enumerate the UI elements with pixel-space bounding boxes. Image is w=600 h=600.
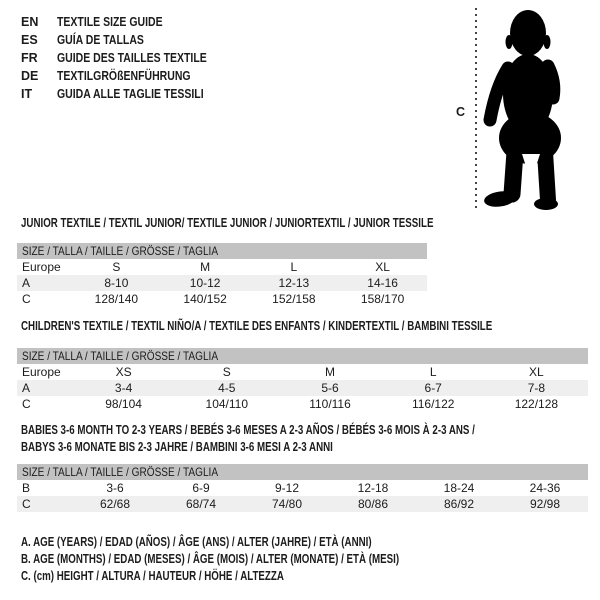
language-label-text: GUÍA DE TALLAS xyxy=(57,33,144,47)
language-label-text: TEXTILGRÖßENFÜHRUNG xyxy=(57,69,191,83)
table-cell: 6-7 xyxy=(424,381,442,395)
junior-size-table xyxy=(17,243,427,307)
table-cell: 12-18 xyxy=(357,481,389,495)
table-cell: 18-24 xyxy=(443,481,475,495)
table-cell: 92/98 xyxy=(529,497,561,511)
table-row xyxy=(17,275,427,291)
table-cell: 14-16 xyxy=(367,276,398,290)
table-cell: 122/128 xyxy=(514,397,559,411)
language-label xyxy=(57,67,216,85)
table-header-row xyxy=(17,348,588,364)
table-row xyxy=(17,259,427,275)
table-header-text: SIZE / TALLA / TAILLE / GRÖSSE / TAGLIA xyxy=(22,244,219,258)
table-cell: 98/104 xyxy=(105,397,142,411)
language-title-list xyxy=(21,13,235,103)
table-cell: 116/122 xyxy=(411,397,455,411)
table-header-text: SIZE / TALLA / TAILLE / GRÖSSE / TAGLIA xyxy=(22,465,219,479)
height-marker-label: C xyxy=(456,105,466,119)
table-row xyxy=(17,480,588,496)
language-label-text: TEXTILE SIZE GUIDE xyxy=(57,15,163,29)
language-label xyxy=(57,49,235,67)
table-cell: XL xyxy=(529,365,544,379)
language-label xyxy=(57,85,232,103)
row-label: B xyxy=(22,481,31,495)
language-code: FR xyxy=(21,51,38,65)
table-cell: 10-12 xyxy=(189,276,221,290)
row-label: C xyxy=(22,292,31,306)
row-label: A xyxy=(22,381,31,395)
table-cell: 62/68 xyxy=(99,497,131,511)
language-row xyxy=(21,13,235,31)
table-cell: 140/152 xyxy=(183,292,227,306)
language-code: ES xyxy=(21,33,38,47)
height-measure-dotted-line xyxy=(475,8,477,208)
table-cell: XS xyxy=(115,365,132,379)
table-cell: XL xyxy=(375,260,390,274)
row-label: A xyxy=(22,276,31,290)
table-cell: M xyxy=(200,260,211,274)
footnotes xyxy=(21,534,506,585)
language-code: DE xyxy=(21,69,39,83)
language-row xyxy=(21,49,235,67)
table-row xyxy=(17,364,588,380)
language-code: EN xyxy=(21,15,39,29)
table-cell: L xyxy=(429,365,437,379)
table-cell: S xyxy=(222,365,231,379)
table-row xyxy=(17,496,588,512)
table-cell: S xyxy=(112,260,121,274)
language-label-text: GUIDE DES TAILLES TEXTILE xyxy=(57,51,207,65)
table-cell: 7-8 xyxy=(527,381,546,395)
language-label xyxy=(57,13,183,31)
footnote-b: B. AGE (MONTHS) / EDAD (MESES) / ÂGE (MOIS) / ALTER (MONATE) / ETÀ (MESI) xyxy=(21,552,400,566)
baby-silhouette-icon xyxy=(478,2,584,213)
table-header-row xyxy=(17,464,588,480)
table-row xyxy=(17,380,588,396)
babies-size-table xyxy=(17,464,588,512)
table-row xyxy=(17,291,427,307)
table-cell: 86/92 xyxy=(443,497,475,511)
footnote-c: C. (cm) HEIGHT / ALTURA / HAUTEUR / HÖHE / ALTEZZA xyxy=(21,569,284,583)
table-cell: 5-6 xyxy=(321,381,339,395)
language-label xyxy=(57,31,160,49)
row-label: Europe xyxy=(22,260,61,274)
table-cell: L xyxy=(290,260,298,274)
language-row xyxy=(21,31,235,49)
table-cell: 3-4 xyxy=(114,381,133,395)
table-header-row xyxy=(17,243,427,259)
table-cell: 68/74 xyxy=(185,497,217,511)
table-cell: 4-5 xyxy=(218,381,236,395)
table-row xyxy=(17,396,588,412)
table-cell: 12-13 xyxy=(278,276,310,290)
babies-section-title-line2: BABYS 3-6 MONATE BIS 2-3 JAHRE / BAMBINI 3-6 MESI A 2-3 ANNI xyxy=(21,440,333,454)
table-cell: 9-12 xyxy=(274,481,300,495)
table-cell: 8-10 xyxy=(104,276,129,290)
children-section-title: CHILDREN'S TEXTILE / TEXTIL NIÑO/A / TEXTILE DES ENFANTS / KINDERTEXTIL / BAMBINI TESSILE xyxy=(21,319,493,333)
row-label: Europe xyxy=(22,365,61,379)
language-row xyxy=(21,85,235,103)
table-cell: 104/110 xyxy=(205,397,249,411)
table-cell: 158/170 xyxy=(360,292,405,306)
language-code: IT xyxy=(21,87,33,101)
table-cell: 24-36 xyxy=(529,481,561,495)
table-cell: M xyxy=(324,365,335,379)
children-size-table xyxy=(17,348,588,412)
babies-section-title-line1: BABIES 3-6 MONTH TO 2-3 YEARS / BEBÉS 3-6 MESES A 2-3 AÑOS / BÉBÉS 3-6 MOIS À 2-3 ANS / xyxy=(21,423,475,437)
row-label: C xyxy=(22,497,31,511)
table-cell: 110/116 xyxy=(309,397,351,411)
junior-section-title: JUNIOR TEXTILE / TEXTIL JUNIOR/ TEXTILE JUNIOR / JUNIORTEXTIL / JUNIOR TESSILE xyxy=(21,216,434,230)
row-label: C xyxy=(22,397,31,411)
table-cell: 152/158 xyxy=(272,292,316,306)
table-cell: 3-6 xyxy=(106,481,124,495)
language-row xyxy=(21,67,235,85)
table-cell: 80/86 xyxy=(357,497,389,511)
table-header-text: SIZE / TALLA / TAILLE / GRÖSSE / TAGLIA xyxy=(22,349,219,363)
table-cell: 74/80 xyxy=(271,497,303,511)
table-cell: 6-9 xyxy=(192,481,210,495)
footnote-a: A. AGE (YEARS) / EDAD (AÑOS) / ÂGE (ANS) / ALTER (JAHRE) / ETÀ (ANNI) xyxy=(21,535,372,549)
table-cell: 128/140 xyxy=(94,292,139,306)
language-label-text: GUIDA ALLE TAGLIE TESSILI xyxy=(57,87,204,101)
